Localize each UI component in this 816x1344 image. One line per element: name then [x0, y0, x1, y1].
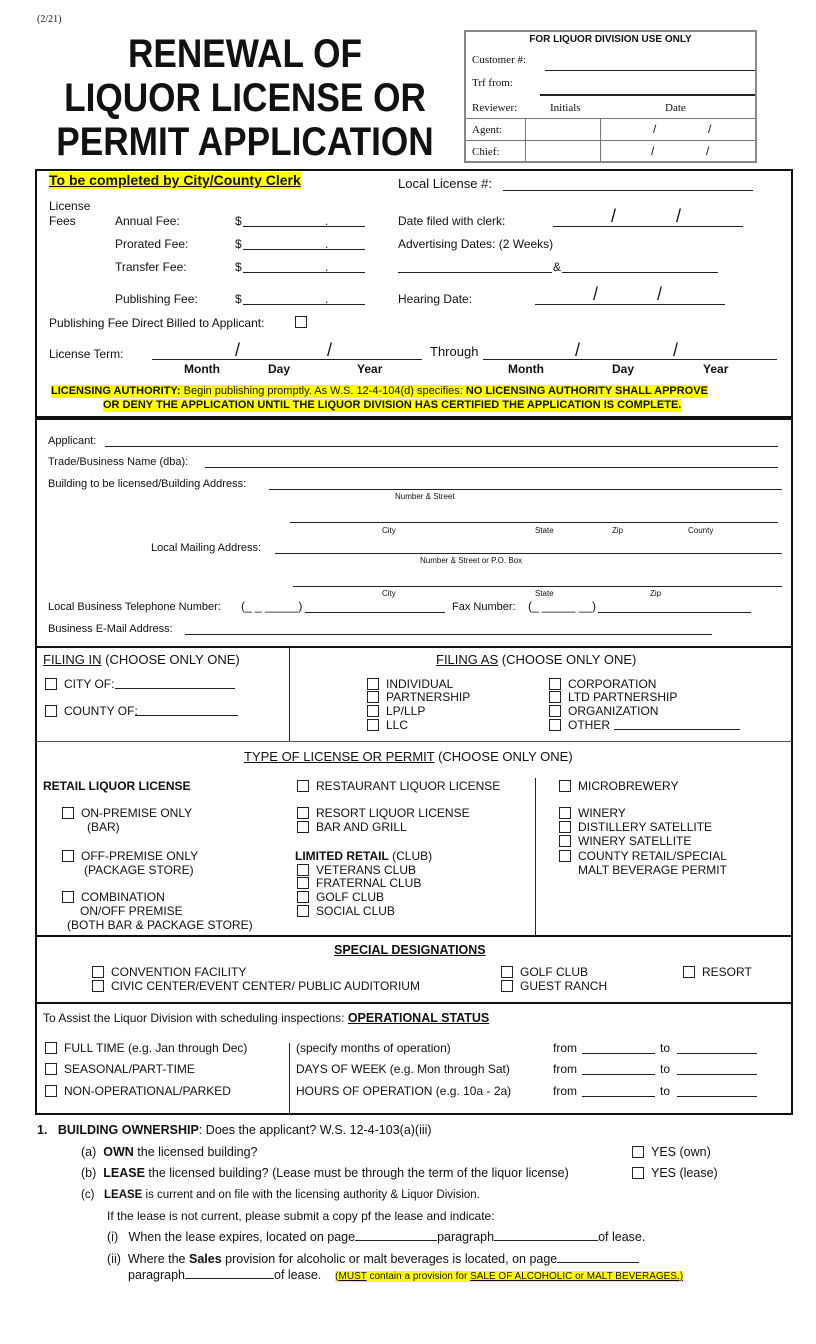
restaurant-checkbox[interactable]: [297, 779, 500, 793]
date-filed-label: Date filed with clerk:: [398, 214, 506, 228]
sales-paragraph-text: paragraph: [128, 1268, 185, 1282]
city-caption: City: [382, 589, 396, 598]
fraternal-club-checkbox[interactable]: [297, 876, 421, 890]
corporation-checkbox[interactable]: [549, 677, 656, 691]
city-of-label: CITY OF:: [64, 677, 115, 691]
sales-paragraph-line: [128, 1268, 683, 1284]
option-label: FULL TIME (e.g. Jan through Dec): [64, 1041, 248, 1055]
option-label: VETERANS CLUB: [316, 863, 417, 877]
customer-label: Customer #:: [472, 54, 527, 66]
lease-not-current-instruction: If the lease is not current, please submit a copy pf the lease and indicate:: [107, 1209, 495, 1223]
option-label: YES (lease): [651, 1166, 718, 1180]
fax-field[interactable]: [598, 612, 751, 613]
both-caption: (BOTH BAR & PACKAGE STORE): [67, 918, 253, 932]
city-caption: City: [382, 526, 396, 535]
zip-caption: Zip: [650, 589, 662, 598]
liquor-division-use-box: [464, 30, 757, 163]
bar-grill-checkbox[interactable]: [297, 820, 407, 834]
ownership-question-text: : Does the applicant? W.S. 12-4-103(a)(iii): [198, 1123, 432, 1137]
must-contain-note: [335, 1271, 683, 1282]
license-type-heading: [244, 750, 573, 764]
local-license-field[interactable]: [503, 190, 753, 191]
chief-date-sep: /: [706, 144, 710, 158]
fax-area-code[interactable]: (_ _____ __): [528, 599, 597, 613]
county-caption: County: [688, 526, 714, 535]
social-club-checkbox[interactable]: [297, 904, 395, 918]
option-label: COMBINATION: [81, 890, 165, 904]
date-sep: /: [593, 284, 599, 304]
publishing-fee-label: Publishing Fee:: [115, 292, 198, 306]
filing-as-note: (CHOOSE ONLY ONE): [498, 652, 637, 667]
title-line-1: RENEWAL OF: [127, 32, 363, 76]
combination-checkbox[interactable]: [62, 890, 165, 904]
operational-heading: [43, 1011, 489, 1025]
option-label: RESTAURANT LIQUOR LICENSE: [316, 779, 501, 793]
advertising-date-2-field[interactable]: [562, 272, 718, 273]
on-off-caption: ON/OFF PREMISE: [80, 904, 183, 918]
from-label: from: [553, 1041, 577, 1055]
partnership-checkbox[interactable]: [367, 690, 470, 704]
club-note: (CLUB): [388, 849, 433, 863]
llc-checkbox[interactable]: [367, 718, 408, 732]
title-line-2: LIQUOR LICENSE OR: [64, 76, 426, 120]
own-bold: OWN: [103, 1145, 134, 1159]
option-label: WINERY: [578, 806, 626, 820]
email-field[interactable]: [185, 634, 712, 635]
option-label: DISTILLERY SATELLITE: [578, 820, 713, 834]
item-tag: (ii): [107, 1252, 121, 1266]
option-label: ON-PREMISE ONLY: [81, 806, 193, 820]
license-fees-label: Fees: [49, 214, 76, 228]
option-label: ORGANIZATION: [568, 704, 659, 718]
item-tag: (b): [81, 1166, 97, 1180]
email-label: Business E-Mail Address:: [48, 623, 173, 635]
license-term-start-field[interactable]: [152, 359, 422, 360]
state-caption: State: [535, 589, 554, 598]
own-question: [81, 1145, 258, 1159]
to-label: to: [660, 1062, 671, 1076]
decimal-point: .: [325, 237, 329, 251]
date-sep: /: [611, 206, 617, 226]
decimal-point: .: [325, 260, 329, 274]
trf-field[interactable]: [540, 94, 755, 96]
date-sep: /: [673, 340, 679, 360]
sales-text: Where the: [127, 1252, 189, 1266]
notice-bold: NO LICENSING AUTHORITY SHALL APPROVE: [465, 385, 708, 397]
form-code: (2/21): [37, 14, 62, 25]
option-label: RESORT: [702, 965, 752, 979]
off-premise-checkbox[interactable]: [62, 849, 198, 863]
notice-lead: LICENSING AUTHORITY:: [51, 385, 181, 397]
day-label: Day: [612, 362, 635, 376]
hours-to-field[interactable]: [677, 1096, 757, 1097]
option-label: CONVENTION FACILITY: [111, 965, 247, 979]
county-retail-checkbox[interactable]: [559, 849, 727, 863]
winery-satellite-checkbox[interactable]: [559, 834, 691, 848]
telephone-field[interactable]: [305, 612, 445, 613]
lease-bold: LEASE: [103, 1166, 145, 1180]
hearing-date-field[interactable]: [535, 304, 725, 305]
ownership-question: [37, 1123, 432, 1137]
advertising-date-1-field[interactable]: [398, 272, 552, 273]
option-label: INDIVIDUAL: [386, 677, 454, 691]
prorated-fee-field[interactable]: [243, 249, 365, 250]
option-label: MICROBREWERY: [578, 779, 679, 793]
filing-in-heading: [43, 653, 240, 667]
resort-license-checkbox[interactable]: [297, 806, 470, 820]
from-label: from: [553, 1062, 577, 1076]
must-text: MUST: [338, 1271, 367, 1282]
option-label: PARTNERSHIP: [386, 690, 471, 704]
lp-llp-checkbox[interactable]: [367, 704, 425, 718]
notice-mid: Begin publishing promptly. As W.S. 12-4-104(d) specifies:: [180, 385, 466, 397]
filing-in-title: FILING IN: [43, 652, 102, 667]
option-label: GOLF CLUB: [520, 965, 589, 979]
hearing-date-label: Hearing Date:: [398, 292, 473, 306]
reviewer-label: Reviewer:: [472, 102, 518, 114]
month-label: Month: [508, 362, 544, 376]
item-tag: (c): [81, 1189, 95, 1201]
mailing-address-label: Local Mailing Address:: [151, 542, 262, 554]
notice-bold-line-2: OR DENY THE APPLICATION UNTIL THE LIQUOR DIVISION HAS CERTIFIED THE APPLICATION IS COMPLETE.: [103, 399, 682, 411]
publishing-fee-field[interactable]: [243, 304, 365, 305]
year-label: Year: [357, 362, 383, 376]
telephone-area-code[interactable]: (_ _ _____): [241, 599, 303, 613]
advertising-dates-label: Advertising Dates: (2 Weeks): [398, 237, 554, 251]
from-label: from: [553, 1084, 577, 1098]
option-label: NON-OPERATIONAL/PARKED: [64, 1084, 231, 1098]
dollar-sign: $: [235, 292, 242, 306]
months-spec: (specify months of operation): [296, 1041, 451, 1055]
building-city-state-zip-field[interactable]: [290, 522, 778, 523]
date-sep: /: [575, 340, 581, 360]
sales-of-lease: of lease.: [274, 1268, 322, 1282]
ltd-partnership-checkbox[interactable]: [549, 690, 677, 704]
trade-name-label: Trade/Business Name (dba):: [48, 456, 189, 468]
direct-billed-checkbox[interactable]: [295, 316, 314, 328]
option-label: OTHER: [568, 718, 610, 732]
paren: (: [335, 1271, 339, 1282]
package-store-caption: (PACKAGE STORE): [84, 863, 194, 877]
sales-provision-line: [107, 1252, 639, 1266]
veterans-club-checkbox[interactable]: [297, 863, 416, 877]
number-street-caption: Number & Street: [395, 492, 455, 501]
yes-own-checkbox[interactable]: [632, 1145, 711, 1159]
date-sep: /: [235, 340, 241, 360]
expiry-page-field[interactable]: [355, 1240, 437, 1241]
to-label: to: [660, 1041, 671, 1055]
lease-text: the licensed building? (Lease must be through the term of the liquor license): [144, 1166, 569, 1180]
date-label: Date: [665, 102, 686, 114]
applicant-field[interactable]: [105, 446, 778, 447]
individual-checkbox[interactable]: [367, 677, 453, 691]
dollar-sign: $: [235, 214, 242, 228]
operational-intro: To Assist the Liquor Division with scheduling inspections:: [43, 1011, 348, 1025]
special-designations-heading: SPECIAL DESIGNATIONS: [334, 943, 486, 957]
trf-label: Trf from:: [472, 77, 513, 89]
county-of-label: COUNTY OF:: [64, 704, 138, 718]
must-mid: contain a provision for: [366, 1271, 471, 1282]
license-term-end-field[interactable]: [483, 359, 777, 360]
filing-as-heading: [436, 653, 636, 667]
prorated-fee-label: Prorated Fee:: [115, 237, 189, 251]
agent-date-sep: /: [708, 122, 712, 136]
clerk-heading: To be completed by City/County Clerk: [49, 172, 301, 188]
limited-retail-heading: [295, 849, 432, 863]
to-label: to: [660, 1084, 671, 1098]
trade-name-field[interactable]: [205, 467, 778, 468]
direct-billed-label: Publishing Fee Direct Billed to Applicant:: [49, 316, 265, 330]
days-from-field[interactable]: [582, 1074, 655, 1075]
civic-center-checkbox[interactable]: [92, 979, 420, 993]
through-label: Through: [430, 344, 479, 359]
dollar-sign: $: [235, 237, 242, 251]
city-of-checkbox[interactable]: [45, 677, 114, 691]
day-label: Day: [268, 362, 291, 376]
lease-expiry-line: [107, 1230, 645, 1244]
sales-bold: Sales: [188, 1252, 222, 1266]
golf-club-designation-checkbox[interactable]: [501, 965, 588, 979]
lease-current-text: is current and on file with the licensing authority & Liquor Division.: [142, 1189, 480, 1201]
month-label: Month: [184, 362, 220, 376]
option-label: LLC: [386, 718, 409, 732]
county-of-checkbox[interactable]: [45, 704, 138, 718]
telephone-label: Local Business Telephone Number:: [48, 601, 221, 613]
lease-question: [81, 1166, 569, 1180]
expiry-paragraph-field[interactable]: [494, 1240, 598, 1241]
zip-caption: Zip: [612, 526, 624, 535]
option-label: CIVIC CENTER/EVENT CENTER/ PUBLIC AUDITORIUM: [111, 979, 420, 993]
option-label: FRATERNAL CLUB: [316, 876, 422, 890]
license-fees-label: License: [49, 199, 91, 213]
option-label: BAR AND GRILL: [316, 820, 407, 834]
expiry-paragraph-text: paragraph: [437, 1230, 495, 1244]
option-label: OFF-PREMISE ONLY: [81, 849, 199, 863]
microbrewery-checkbox[interactable]: [559, 779, 678, 793]
state-caption: State: [535, 526, 554, 535]
date-filed-field[interactable]: [553, 226, 743, 227]
annual-fee-label: Annual Fee:: [115, 214, 180, 228]
golf-club-license-checkbox[interactable]: [297, 890, 384, 904]
days-spec: DAYS OF WEEK (e.g. Mon through Sat): [296, 1062, 510, 1076]
bar-caption: (BAR): [87, 820, 120, 834]
ownership-heading: BUILDING OWNERSHIP: [57, 1123, 199, 1137]
resort-designation-checkbox[interactable]: [683, 965, 752, 979]
sales-paragraph-field[interactable]: [185, 1278, 274, 1279]
hours-spec: HOURS OF OPERATION (e.g. 10a - 2a): [296, 1084, 512, 1098]
local-license-label: Local License #:: [398, 176, 492, 191]
date-sep: /: [327, 340, 333, 360]
license-type-note: (CHOOSE ONLY ONE): [434, 749, 573, 764]
chief-label: Chief:: [472, 146, 500, 158]
transfer-fee-label: Transfer Fee:: [115, 260, 187, 274]
title-line-3: PERMIT APPLICATION: [56, 120, 434, 164]
decimal-point: .: [325, 214, 329, 228]
initials-label: Initials: [550, 102, 581, 114]
other-checkbox[interactable]: [549, 718, 610, 732]
fax-label: Fax Number:: [452, 601, 516, 613]
item-tag: (i): [107, 1230, 119, 1244]
number-street-po-caption: Number & Street or P.O. Box: [420, 556, 523, 565]
option-label: CORPORATION: [568, 677, 657, 691]
applicant-label: Applicant:: [48, 435, 97, 447]
county-of-field[interactable]: [135, 715, 238, 716]
expiry-of-lease: of lease.: [598, 1230, 646, 1244]
chief-date-sep: /: [651, 144, 655, 158]
option-label: GOLF CLUB: [316, 890, 385, 904]
lease-current-statement: [81, 1188, 480, 1202]
yes-lease-checkbox[interactable]: [632, 1166, 718, 1180]
months-to-field[interactable]: [677, 1053, 757, 1054]
license-term-label: License Term:: [49, 347, 124, 361]
option-label: COUNTY RETAIL/SPECIAL: [578, 849, 727, 863]
option-label: SOCIAL CLUB: [316, 904, 395, 918]
sales-page-field[interactable]: [557, 1262, 639, 1263]
hours-from-field[interactable]: [582, 1096, 655, 1097]
option-label: GUEST RANCH: [520, 979, 608, 993]
days-to-field[interactable]: [677, 1074, 757, 1075]
decimal-point: .: [325, 292, 329, 306]
option-label: RESORT LIQUOR LICENSE: [316, 806, 470, 820]
building-street-field[interactable]: [269, 489, 782, 490]
distillery-satellite-checkbox[interactable]: [559, 820, 712, 834]
full-time-checkbox[interactable]: [45, 1041, 247, 1055]
office-box-heading: FOR LIQUOR DIVISION USE ONLY: [529, 34, 692, 45]
lease-current-bold: LEASE: [104, 1189, 143, 1201]
city-of-field[interactable]: [115, 688, 235, 689]
sales-text-2: provision for alcoholic or malt beverages is located, on page: [221, 1252, 558, 1266]
date-sep: /: [676, 206, 682, 226]
convention-facility-checkbox[interactable]: [92, 965, 246, 979]
option-label: LTD PARTNERSHIP: [568, 690, 678, 704]
on-premise-checkbox[interactable]: [62, 806, 192, 820]
agent-date-sep: /: [653, 122, 657, 136]
building-address-label: Building to be licensed/Building Address:: [48, 478, 247, 490]
other-field[interactable]: [614, 729, 740, 730]
retail-liquor-heading: RETAIL LIQUOR LICENSE: [43, 779, 191, 793]
organization-checkbox[interactable]: [549, 704, 658, 718]
date-sep: /: [657, 284, 663, 304]
guest-ranch-checkbox[interactable]: [501, 979, 607, 993]
months-from-field[interactable]: [582, 1053, 655, 1054]
mailing-street-field[interactable]: [275, 553, 782, 554]
must-end: SALE OF ALCOHOLIC or MALT BEVERAGES.): [470, 1271, 684, 1282]
expiry-text: When the lease expires, located on page: [128, 1230, 356, 1244]
own-text: the licensed building?: [133, 1145, 258, 1159]
option-label: WINERY SATELLITE: [578, 834, 692, 848]
option-label: LP/LLP: [386, 704, 426, 718]
customer-field[interactable]: [545, 70, 755, 71]
filing-in-note: (CHOOSE ONLY ONE): [101, 652, 240, 667]
option-label: YES (own): [651, 1145, 711, 1159]
limited-retail-title: LIMITED RETAIL: [295, 849, 389, 863]
ampersand: &: [553, 260, 562, 274]
dollar-sign: $: [235, 260, 242, 274]
licensing-authority-notice: [51, 385, 708, 398]
item-number: 1.: [37, 1123, 48, 1137]
transfer-fee-field[interactable]: [243, 272, 365, 273]
license-type-title: TYPE OF LICENSE OR PERMIT: [244, 749, 435, 764]
non-operational-checkbox[interactable]: [45, 1084, 231, 1098]
year-label: Year: [703, 362, 729, 376]
malt-beverage-caption: MALT BEVERAGE PERMIT: [578, 863, 727, 877]
operational-title: OPERATIONAL STATUS: [347, 1011, 490, 1025]
winery-checkbox[interactable]: [559, 806, 626, 820]
annual-fee-field[interactable]: [243, 226, 365, 227]
seasonal-checkbox[interactable]: [45, 1062, 195, 1076]
filing-as-title: FILING AS: [436, 652, 499, 667]
item-tag: (a): [81, 1145, 97, 1159]
agent-label: Agent:: [472, 124, 502, 136]
option-label: SEASONAL/PART-TIME: [64, 1062, 195, 1076]
